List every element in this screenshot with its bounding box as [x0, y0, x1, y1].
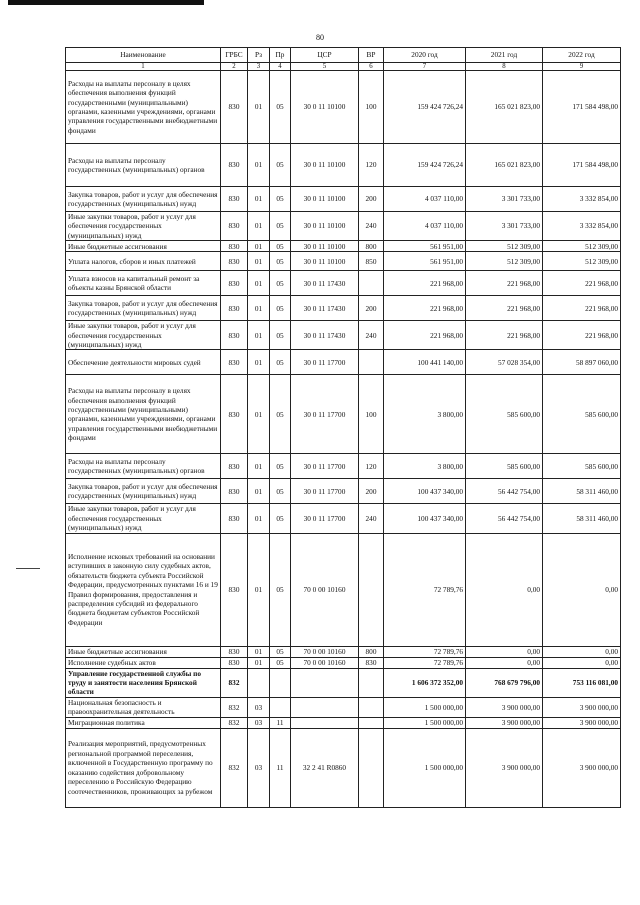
vr-cell: 200 — [359, 479, 384, 504]
csr-cell: 30 0 11 17700 — [291, 375, 359, 454]
amount-2021-cell: 165 021 823,00 — [466, 144, 543, 187]
rz-cell: 01 — [248, 646, 270, 657]
vr-cell — [359, 533, 384, 646]
grbs-cell: 830 — [221, 646, 248, 657]
amount-2020-cell: 3 800,00 — [384, 454, 466, 479]
column-number-cell: 7 — [384, 63, 466, 71]
csr-cell — [291, 717, 359, 728]
pr-cell: 05 — [270, 187, 291, 212]
grbs-cell: 832 — [221, 697, 248, 717]
row-name-cell: Расходы на выплаты персоналу государственных (муниципальных) органов — [66, 144, 221, 187]
table-row — [66, 479, 621, 504]
amount-2022-cell: 58 311 460,00 — [543, 504, 621, 533]
row-name-cell: Иные закупки товаров, работ и услуг для обеспечения государственных (муниципальных) нужд — [66, 504, 221, 533]
amount-2022-cell: 221 968,00 — [543, 296, 621, 321]
row-name-cell: Реализация мероприятий, предусмотренных региональной программой переселения, включенной в Государственную программу по оказанию содействия добровольному переселению в Российскую Федерацию соотечественников, проживающих за рубежом — [66, 728, 221, 807]
scan-edge-bar — [8, 0, 204, 5]
amount-2020-cell: 159 424 726,24 — [384, 144, 466, 187]
table-row — [66, 504, 621, 533]
amount-2020-cell: 1 606 372 352,00 — [384, 668, 466, 697]
pr-cell: 05 — [270, 350, 291, 375]
table-row — [66, 668, 621, 697]
column-number-cell: 3 — [248, 63, 270, 71]
table-row — [66, 321, 621, 350]
rz-cell — [248, 668, 270, 697]
amount-2020-cell: 221 968,00 — [384, 321, 466, 350]
pr-cell: 05 — [270, 657, 291, 668]
rz-cell: 01 — [248, 271, 270, 296]
csr-cell: 30 0 11 17430 — [291, 321, 359, 350]
amount-2021-cell: 585 600,00 — [466, 454, 543, 479]
csr-cell: 30 0 11 10100 — [291, 241, 359, 252]
header-cell: Наименование — [66, 48, 221, 63]
table-row — [66, 646, 621, 657]
table-row — [66, 717, 621, 728]
table-row — [66, 212, 621, 241]
grbs-cell: 830 — [221, 350, 248, 375]
csr-cell: 30 0 11 17430 — [291, 296, 359, 321]
column-number-cell: 4 — [270, 63, 291, 71]
row-name-cell: Исполнение судебных актов — [66, 657, 221, 668]
table-row — [66, 144, 621, 187]
rz-cell: 01 — [248, 252, 270, 271]
amount-2021-cell: 57 028 354,00 — [466, 350, 543, 375]
csr-cell: 30 0 11 10100 — [291, 144, 359, 187]
vr-cell: 200 — [359, 187, 384, 212]
amount-2020-cell: 1 500 000,00 — [384, 717, 466, 728]
grbs-cell: 830 — [221, 479, 248, 504]
rz-cell: 01 — [248, 144, 270, 187]
csr-cell: 70 0 00 10160 — [291, 533, 359, 646]
rz-cell: 01 — [248, 350, 270, 375]
rz-cell: 01 — [248, 241, 270, 252]
grbs-cell: 832 — [221, 728, 248, 807]
rz-cell: 01 — [248, 212, 270, 241]
rz-cell: 01 — [248, 504, 270, 533]
csr-cell: 30 0 11 17700 — [291, 479, 359, 504]
margin-mark — [16, 568, 40, 569]
vr-cell: 200 — [359, 296, 384, 321]
amount-2021-cell: 3 900 000,00 — [466, 717, 543, 728]
pr-cell: 05 — [270, 252, 291, 271]
pr-cell: 11 — [270, 728, 291, 807]
header-cell: ВР — [359, 48, 384, 63]
pr-cell: 05 — [270, 504, 291, 533]
grbs-cell: 830 — [221, 375, 248, 454]
row-name-cell: Иные закупки товаров, работ и услуг для обеспечения государственных (муниципальных) нужд — [66, 212, 221, 241]
table-row — [66, 657, 621, 668]
row-name-cell: Иные закупки товаров, работ и услуг для обеспечения государственных (муниципальных) нужд — [66, 321, 221, 350]
amount-2022-cell: 0,00 — [543, 533, 621, 646]
amount-2022-cell: 171 584 498,00 — [543, 144, 621, 187]
vr-cell — [359, 717, 384, 728]
pr-cell: 05 — [270, 375, 291, 454]
amount-2021-cell: 0,00 — [466, 646, 543, 657]
amount-2021-cell: 585 600,00 — [466, 375, 543, 454]
grbs-cell: 830 — [221, 241, 248, 252]
pr-cell: 05 — [270, 454, 291, 479]
table-row — [66, 187, 621, 212]
amount-2022-cell: 3 900 000,00 — [543, 697, 621, 717]
csr-cell: 30 0 11 17430 — [291, 271, 359, 296]
column-number-cell: 9 — [543, 63, 621, 71]
table-row — [66, 71, 621, 144]
csr-cell: 30 0 11 10100 — [291, 187, 359, 212]
grbs-cell: 830 — [221, 187, 248, 212]
vr-cell: 240 — [359, 504, 384, 533]
amount-2022-cell: 171 584 498,00 — [543, 71, 621, 144]
amount-2020-cell: 100 441 140,00 — [384, 350, 466, 375]
rz-cell: 01 — [248, 657, 270, 668]
amount-2020-cell: 3 800,00 — [384, 375, 466, 454]
amount-2020-cell: 100 437 340,00 — [384, 479, 466, 504]
vr-cell: 120 — [359, 454, 384, 479]
vr-cell: 100 — [359, 375, 384, 454]
table-row — [66, 375, 621, 454]
grbs-cell: 830 — [221, 533, 248, 646]
row-name-cell: Уплата взносов на капитальный ремонт за объекты казны Брянской области — [66, 271, 221, 296]
csr-cell: 30 0 11 10100 — [291, 71, 359, 144]
amount-2022-cell: 221 968,00 — [543, 321, 621, 350]
pr-cell: 05 — [270, 533, 291, 646]
grbs-cell: 830 — [221, 296, 248, 321]
vr-cell: 120 — [359, 144, 384, 187]
header-cell: ЦСР — [291, 48, 359, 63]
rz-cell: 01 — [248, 533, 270, 646]
csr-cell: 30 0 11 10100 — [291, 212, 359, 241]
pr-cell: 05 — [270, 144, 291, 187]
header-cell: ГРБС — [221, 48, 248, 63]
table-row — [66, 296, 621, 321]
amount-2021-cell: 3 900 000,00 — [466, 697, 543, 717]
amount-2021-cell: 165 021 823,00 — [466, 71, 543, 144]
vr-cell: 800 — [359, 241, 384, 252]
pr-cell: 11 — [270, 717, 291, 728]
amount-2022-cell: 221 968,00 — [543, 271, 621, 296]
amount-2022-cell: 585 600,00 — [543, 375, 621, 454]
rz-cell: 01 — [248, 375, 270, 454]
column-number-cell: 8 — [466, 63, 543, 71]
amount-2021-cell: 3 301 733,00 — [466, 187, 543, 212]
grbs-cell: 830 — [221, 454, 248, 479]
vr-cell — [359, 728, 384, 807]
vr-cell: 800 — [359, 646, 384, 657]
amount-2022-cell: 3 900 000,00 — [543, 728, 621, 807]
column-number-row — [66, 63, 621, 71]
grbs-cell: 830 — [221, 144, 248, 187]
amount-2021-cell: 3 301 733,00 — [466, 212, 543, 241]
amount-2021-cell: 221 968,00 — [466, 271, 543, 296]
page-number: 80 — [316, 33, 324, 42]
amount-2022-cell: 58 311 460,00 — [543, 479, 621, 504]
grbs-cell: 830 — [221, 321, 248, 350]
grbs-cell: 832 — [221, 717, 248, 728]
csr-cell: 30 0 11 17700 — [291, 454, 359, 479]
amount-2022-cell: 0,00 — [543, 646, 621, 657]
vr-cell — [359, 668, 384, 697]
pr-cell: 05 — [270, 212, 291, 241]
amount-2021-cell: 512 309,00 — [466, 252, 543, 271]
column-number-cell: 2 — [221, 63, 248, 71]
amount-2020-cell: 561 951,00 — [384, 241, 466, 252]
amount-2022-cell: 585 600,00 — [543, 454, 621, 479]
csr-cell: 70 0 00 10160 — [291, 646, 359, 657]
header-cell: 2021 год — [466, 48, 543, 63]
header-cell: 2022 год — [543, 48, 621, 63]
row-name-cell: Исполнение исковых требований на основании вступивших в законную силу судебных актов, обязательств бюджета субъекта Российской Федерации, предусмотренных пунктами 16 и 19 Правил формирования, предоставления и распределения субсидий из федерального бюджета бюджетам субъектов Российской Федерации — [66, 533, 221, 646]
row-name-cell: Закупка товаров, работ и услуг для обеспечения государственных (муниципальных) нужд — [66, 187, 221, 212]
column-number-cell: 6 — [359, 63, 384, 71]
grbs-cell: 830 — [221, 504, 248, 533]
amount-2022-cell: 753 116 081,00 — [543, 668, 621, 697]
grbs-cell: 830 — [221, 252, 248, 271]
budget-table — [65, 47, 621, 808]
vr-cell: 850 — [359, 252, 384, 271]
csr-cell: 30 0 11 17700 — [291, 350, 359, 375]
row-name-cell: Управление государственной службы по труду и занятости населения Брянской области — [66, 668, 221, 697]
amount-2021-cell: 768 679 796,00 — [466, 668, 543, 697]
header-cell: Рз — [248, 48, 270, 63]
rz-cell: 01 — [248, 454, 270, 479]
vr-cell — [359, 271, 384, 296]
pr-cell: 05 — [270, 321, 291, 350]
rz-cell: 01 — [248, 187, 270, 212]
column-number-cell: 1 — [66, 63, 221, 71]
vr-cell: 830 — [359, 657, 384, 668]
row-name-cell: Расходы на выплаты персоналу в целях обеспечения выполнения функций государственными (муниципальными) органами, казенными учреждениями, органами управления государственными внебюджетными фондами — [66, 71, 221, 144]
pr-cell: 05 — [270, 241, 291, 252]
rz-cell: 03 — [248, 697, 270, 717]
row-name-cell: Национальная безопасность и правоохранительная деятельность — [66, 697, 221, 717]
amount-2020-cell: 72 789,76 — [384, 646, 466, 657]
vr-cell: 100 — [359, 71, 384, 144]
table-row — [66, 697, 621, 717]
table-row — [66, 350, 621, 375]
row-name-cell: Иные бюджетные ассигнования — [66, 646, 221, 657]
table-row — [66, 241, 621, 252]
table-row — [66, 271, 621, 296]
pr-cell: 05 — [270, 479, 291, 504]
header-cell: 2020 год — [384, 48, 466, 63]
amount-2020-cell: 4 037 110,00 — [384, 212, 466, 241]
pr-cell: 05 — [270, 271, 291, 296]
csr-cell — [291, 668, 359, 697]
row-name-cell: Миграционная политика — [66, 717, 221, 728]
csr-cell: 32 2 41 R0860 — [291, 728, 359, 807]
pr-cell: 05 — [270, 71, 291, 144]
amount-2022-cell: 58 897 060,00 — [543, 350, 621, 375]
header-cell: Пр — [270, 48, 291, 63]
amount-2020-cell: 72 789,76 — [384, 533, 466, 646]
amount-2020-cell: 221 968,00 — [384, 271, 466, 296]
amount-2022-cell: 3 332 854,00 — [543, 187, 621, 212]
grbs-cell: 830 — [221, 271, 248, 296]
row-name-cell: Расходы на выплаты персоналу в целях обеспечения выполнения функций государственными (муниципальными) органами, казенными учреждениями, органами управления государственными внебюджетными фондами — [66, 375, 221, 454]
amount-2021-cell: 221 968,00 — [466, 296, 543, 321]
table-row — [66, 454, 621, 479]
amount-2020-cell: 159 424 726,24 — [384, 71, 466, 144]
grbs-cell: 832 — [221, 668, 248, 697]
table-row — [66, 728, 621, 807]
amount-2022-cell: 3 332 854,00 — [543, 212, 621, 241]
rz-cell: 01 — [248, 296, 270, 321]
pr-cell: 05 — [270, 646, 291, 657]
row-name-cell: Расходы на выплаты персоналу государственных (муниципальных) органов — [66, 454, 221, 479]
table-row — [66, 533, 621, 646]
rz-cell: 01 — [248, 479, 270, 504]
amount-2022-cell: 512 309,00 — [543, 252, 621, 271]
amount-2021-cell: 3 900 000,00 — [466, 728, 543, 807]
amount-2022-cell: 3 900 000,00 — [543, 717, 621, 728]
row-name-cell: Уплата налогов, сборов и иных платежей — [66, 252, 221, 271]
pr-cell: 05 — [270, 296, 291, 321]
csr-cell: 30 0 11 17700 — [291, 504, 359, 533]
rz-cell: 01 — [248, 71, 270, 144]
grbs-cell: 830 — [221, 71, 248, 144]
pr-cell — [270, 697, 291, 717]
pr-cell — [270, 668, 291, 697]
csr-cell: 30 0 11 10100 — [291, 252, 359, 271]
amount-2020-cell: 100 437 340,00 — [384, 504, 466, 533]
amount-2021-cell: 512 309,00 — [466, 241, 543, 252]
amount-2020-cell: 221 968,00 — [384, 296, 466, 321]
amount-2021-cell: 221 968,00 — [466, 321, 543, 350]
amount-2020-cell: 72 789,76 — [384, 657, 466, 668]
csr-cell: 70 0 00 10160 — [291, 657, 359, 668]
column-number-cell: 5 — [291, 63, 359, 71]
amount-2020-cell: 1 500 000,00 — [384, 697, 466, 717]
vr-cell — [359, 350, 384, 375]
grbs-cell: 830 — [221, 657, 248, 668]
row-name-cell: Обеспечение деятельности мировых судей — [66, 350, 221, 375]
amount-2021-cell: 0,00 — [466, 533, 543, 646]
amount-2021-cell: 0,00 — [466, 657, 543, 668]
row-name-cell: Закупка товаров, работ и услуг для обеспечения государственных (муниципальных) нужд — [66, 296, 221, 321]
amount-2022-cell: 512 309,00 — [543, 241, 621, 252]
amount-2021-cell: 56 442 754,00 — [466, 479, 543, 504]
row-name-cell: Закупка товаров, работ и услуг для обеспечения государственных (муниципальных) нужд — [66, 479, 221, 504]
rz-cell: 03 — [248, 728, 270, 807]
table-row — [66, 252, 621, 271]
vr-cell: 240 — [359, 212, 384, 241]
row-name-cell: Иные бюджетные ассигнования — [66, 241, 221, 252]
rz-cell: 01 — [248, 321, 270, 350]
amount-2021-cell: 56 442 754,00 — [466, 504, 543, 533]
amount-2022-cell: 0,00 — [543, 657, 621, 668]
vr-cell — [359, 697, 384, 717]
grbs-cell: 830 — [221, 212, 248, 241]
amount-2020-cell: 561 951,00 — [384, 252, 466, 271]
amount-2020-cell: 1 500 000,00 — [384, 728, 466, 807]
vr-cell: 240 — [359, 321, 384, 350]
amount-2020-cell: 4 037 110,00 — [384, 187, 466, 212]
rz-cell: 03 — [248, 717, 270, 728]
csr-cell — [291, 697, 359, 717]
header-row — [66, 48, 621, 63]
